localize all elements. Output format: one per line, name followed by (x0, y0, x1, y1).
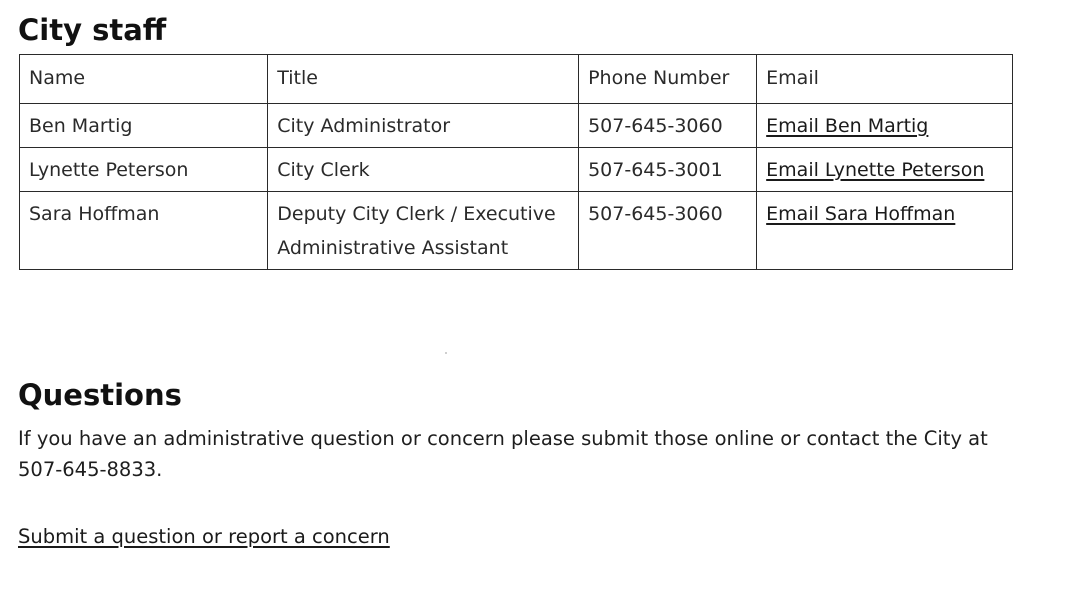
staff-table (19, 54, 1013, 270)
staff-email-cell (757, 192, 1013, 270)
column-header-email: Email (757, 55, 1013, 104)
staff-email-cell (757, 104, 1013, 148)
staff-name: Lynette Peterson (20, 148, 268, 192)
staff-phone: 507-645-3001 (579, 148, 757, 192)
staff-email-cell (757, 148, 1013, 192)
city-staff-heading: City staff (18, 13, 167, 47)
questions-heading: Questions (18, 378, 182, 412)
staff-title: City Administrator (268, 104, 579, 148)
email-ben-martig-link[interactable]: Email Ben Martig (766, 115, 929, 137)
table-row (20, 148, 1013, 192)
questions-body-text: If you have an administrative question or concern please submit those online or contact the City at 507-645-8833. (18, 427, 988, 481)
staff-title: Deputy City Clerk / Executive Administrative Assistant (268, 192, 579, 270)
staff-name: Sara Hoffman (20, 192, 268, 270)
column-header-phone: Phone Number (579, 55, 757, 104)
staff-title: City Clerk (268, 148, 579, 192)
scan-speck (445, 352, 447, 354)
column-header-title: Title (268, 55, 579, 104)
staff-name: Ben Martig (20, 104, 268, 148)
email-sara-hoffman-link[interactable]: Email Sara Hoffman (766, 203, 956, 225)
column-header-name: Name (20, 55, 268, 104)
questions-link-container (18, 521, 1018, 552)
table-header-row (20, 55, 1013, 104)
table-row (20, 192, 1013, 270)
table-row (20, 104, 1013, 148)
submit-question-link[interactable]: Submit a question or report a concern (18, 525, 390, 548)
email-lynette-peterson-link[interactable]: Email Lynette Peterson (766, 159, 985, 181)
staff-phone: 507-645-3060 (579, 192, 757, 270)
page-content (18, 10, 1018, 548)
staff-phone: 507-645-3060 (579, 104, 757, 148)
questions-section (18, 375, 1018, 552)
